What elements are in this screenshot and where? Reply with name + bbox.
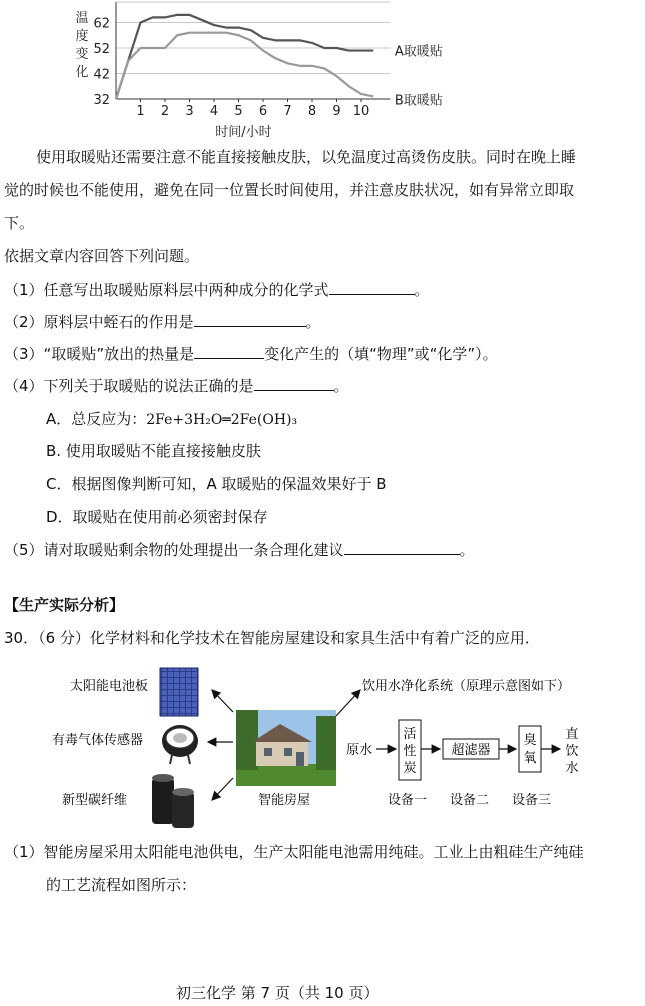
device-3-char-1: 臭 (523, 733, 537, 748)
water-system-label: 饮用水净化系统（原理示意图如下） (362, 679, 571, 694)
option-d: D．取暖贴在使用前必须密封保存 (46, 508, 268, 526)
smart-house-label: 智能房屋 (258, 793, 311, 808)
device-2-caption: 设备二 (450, 793, 490, 808)
solar-panel-image (160, 668, 198, 716)
question-30: 30．（6 分）化学材料和化学技术在智能房屋建设和家具生活中有着广泛的应用． (4, 629, 540, 647)
answer-blank-4[interactable] (254, 376, 334, 391)
series-line-b (116, 33, 373, 99)
x-tick-label-9: 9 (332, 104, 341, 119)
arrow-to-solar (212, 690, 233, 712)
y-axis-label-char-3: 变 (75, 47, 89, 62)
smart-house-image (236, 710, 336, 786)
series-label-a: A取暖贴 (394, 44, 443, 60)
option-a (46, 409, 297, 430)
question-30-1-line-2: 的工艺流程如图所示： (46, 876, 197, 894)
x-tick-label-1: 1 (136, 104, 145, 119)
page-footer: 初三化学 第 7 页（共 10 页） (176, 984, 379, 1002)
device-1-char-2: 性 (403, 744, 417, 759)
question-5 (4, 540, 475, 560)
gas-sensor-image (162, 725, 198, 764)
output-char-1: 直 (565, 727, 579, 742)
x-tick-label-5: 5 (234, 104, 243, 119)
question-1-text: （1）任意写出取暖贴原料层中两种成分的化学式 (4, 281, 329, 299)
y-tick-label-42: 42 (93, 67, 110, 83)
question-1 (4, 280, 430, 300)
answer-blank-2[interactable] (194, 312, 306, 327)
option-a-label: A．总反应为： (46, 410, 147, 428)
answer-blank-1[interactable] (329, 280, 415, 295)
device-1-char-3: 炭 (403, 761, 417, 776)
y-axis-label-char-2: 度 (75, 29, 89, 44)
question-1-end: 。 (414, 281, 430, 299)
question-2-end: 。 (305, 313, 321, 331)
output-char-3: 水 (565, 761, 579, 776)
paragraph-line-1: 使用取暖贴还需要注意不能直接接触皮肤，以免温度过高烫伤皮肤。同时在晚上睡 (36, 148, 577, 166)
paragraph-line-2: 觉的时候也不能使用，避免在同一位置长时间使用，并注意皮肤状况，如有异常立即取 (4, 181, 575, 199)
question-3 (4, 344, 498, 364)
arrow-to-fiber (212, 778, 233, 800)
x-axis-label: 时间/小时 (215, 125, 272, 140)
x-tick-label-4: 4 (209, 104, 219, 119)
smart-house-diagram (0, 660, 645, 840)
question-4 (4, 376, 349, 396)
question-30-1-line-1: （1）智能房屋采用太阳能电池供电，生产太阳能电池需用纯硅。工业上由粗硅生产纯硅 (4, 843, 584, 861)
y-tick-label-52: 52 (93, 42, 110, 57)
x-tick-label-8: 8 (307, 104, 317, 119)
x-tick-label-3: 3 (185, 104, 194, 119)
y-axis-label-char-1: 温 (75, 11, 89, 26)
question-2 (4, 312, 321, 332)
temperature-chart (60, 0, 480, 140)
solar-panel-label: 太阳能电池板 (70, 679, 149, 694)
device-1-char-1: 活 (403, 727, 417, 742)
y-axis-label-char-4: 化 (75, 65, 89, 80)
carbon-fiber-label: 新型碳纤维 (62, 793, 128, 808)
x-tick-label-6: 6 (258, 104, 268, 119)
gas-sensor-label: 有毒气体传感器 (52, 733, 144, 748)
device-2-label: 超滤器 (451, 743, 491, 758)
y-tick-label-62: 62 (93, 16, 110, 32)
arrow-to-water-system (336, 690, 360, 716)
question-5-text: （5）请对取暖贴剩余物的处理提出一条合理化建议 (4, 541, 344, 559)
question-3-text-a: （3）“取暖贴”放出的热量是 (4, 345, 195, 363)
instruction: 依据文章内容回答下列问题。 (4, 247, 200, 265)
question-2-text: （2）原料层中蛭石的作用是 (4, 313, 194, 331)
question-5-end: 。 (459, 541, 475, 559)
option-a-equation: 2Fe+3H₂O═2Fe(OH)₃ (146, 412, 298, 428)
device-3-caption: 设备三 (512, 793, 552, 808)
series-line-a (116, 15, 373, 99)
option-b: B. 使用取暖贴不能直接接触皮肤 (46, 442, 261, 460)
device-1-caption: 设备一 (388, 793, 428, 808)
question-4-end: 。 (333, 377, 349, 395)
section-heading: 【生产实际分析】 (4, 596, 125, 614)
question-4-text: （4）下列关于取暖贴的说法正确的是 (4, 377, 254, 395)
output-char-2: 饮 (565, 744, 579, 759)
y-tick-label-32: 32 (93, 93, 110, 108)
carbon-fiber-image (152, 774, 194, 828)
answer-blank-3[interactable] (194, 344, 264, 359)
x-tick-label-10: 10 (352, 104, 370, 119)
series-label-b: B取暖贴 (394, 93, 443, 109)
answer-blank-5[interactable] (344, 540, 460, 555)
raw-water-label: 原水 (346, 743, 373, 758)
x-tick-label-2: 2 (160, 104, 170, 119)
question-3-text-b: 变化产生的（填“物理”或“化学”）。 (264, 345, 498, 363)
x-tick-label-7: 7 (283, 104, 292, 119)
paragraph-line-3: 下。 (4, 214, 35, 232)
device-3-char-2: 氧 (523, 751, 537, 766)
option-c: C．根据图像判断可知，A 取暖贴的保温效果好于 B (46, 475, 387, 493)
